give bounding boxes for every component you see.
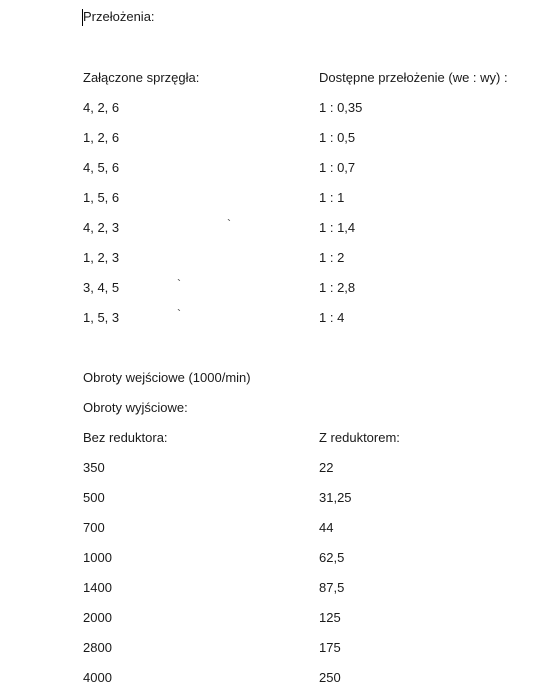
speeds-header-left[interactable]: Bez reduktora: — [83, 430, 168, 445]
speed-with-reducer[interactable]: 62,5 — [319, 550, 345, 565]
gear-ratio[interactable]: 1 : 2 — [319, 250, 345, 265]
gear-ratio[interactable]: 1 : 0,35 — [319, 100, 363, 115]
gear-clutches[interactable]: 1, 2, 3 — [83, 250, 120, 265]
output-speed-label[interactable]: Obroty wyjściowe: — [83, 400, 188, 415]
gear-clutches[interactable]: 1, 2, 6 — [83, 130, 120, 145]
stray-backtick-mark: ` — [177, 307, 181, 321]
speed-with-reducer[interactable]: 31,25 — [319, 490, 352, 505]
gear-ratio[interactable]: 1 : 0,7 — [319, 160, 356, 175]
speed-with-reducer[interactable]: 87,5 — [319, 580, 345, 595]
gears-header-left[interactable]: Załączone sprzęgła: — [83, 70, 200, 85]
gear-ratio[interactable]: 1 : 4 — [319, 310, 345, 325]
speed-with-reducer[interactable]: 22 — [319, 460, 334, 475]
gear-clutches[interactable]: 1, 5, 6 — [83, 190, 120, 205]
speed-without-reducer[interactable]: 2800 — [83, 640, 112, 655]
gear-clutches[interactable]: 4, 2, 3 — [83, 220, 120, 235]
speed-without-reducer[interactable]: 700 — [83, 520, 105, 535]
gear-ratio[interactable]: 1 : 2,8 — [319, 280, 356, 295]
stray-backtick-mark: ` — [227, 217, 231, 231]
speeds-header-right[interactable]: Z reduktorem: — [319, 430, 400, 445]
speed-with-reducer[interactable]: 250 — [319, 670, 341, 685]
stray-backtick-mark: ` — [177, 277, 181, 291]
gears-header-right[interactable]: Dostępne przełożenie (we : wy) : — [319, 70, 508, 85]
speed-with-reducer[interactable]: 175 — [319, 640, 341, 655]
gear-ratio[interactable]: 1 : 1,4 — [319, 220, 356, 235]
speed-without-reducer[interactable]: 500 — [83, 490, 105, 505]
gear-ratio[interactable]: 1 : 0,5 — [319, 130, 356, 145]
doc-title[interactable]: Przełożenia: — [83, 9, 155, 24]
gear-clutches[interactable]: 4, 5, 6 — [83, 160, 120, 175]
gear-clutches[interactable]: 1, 5, 3 — [83, 310, 120, 325]
speed-with-reducer[interactable]: 125 — [319, 610, 341, 625]
speed-without-reducer[interactable]: 1000 — [83, 550, 112, 565]
speed-with-reducer[interactable]: 44 — [319, 520, 334, 535]
speed-without-reducer[interactable]: 2000 — [83, 610, 112, 625]
input-speed-label[interactable]: Obroty wejściowe (1000/min) — [83, 370, 251, 385]
speed-without-reducer[interactable]: 350 — [83, 460, 105, 475]
speed-without-reducer[interactable]: 1400 — [83, 580, 112, 595]
speed-without-reducer[interactable]: 4000 — [83, 670, 112, 685]
gear-ratio[interactable]: 1 : 1 — [319, 190, 345, 205]
gear-clutches[interactable]: 4, 2, 6 — [83, 100, 120, 115]
gear-clutches[interactable]: 3, 4, 5 — [83, 280, 120, 295]
